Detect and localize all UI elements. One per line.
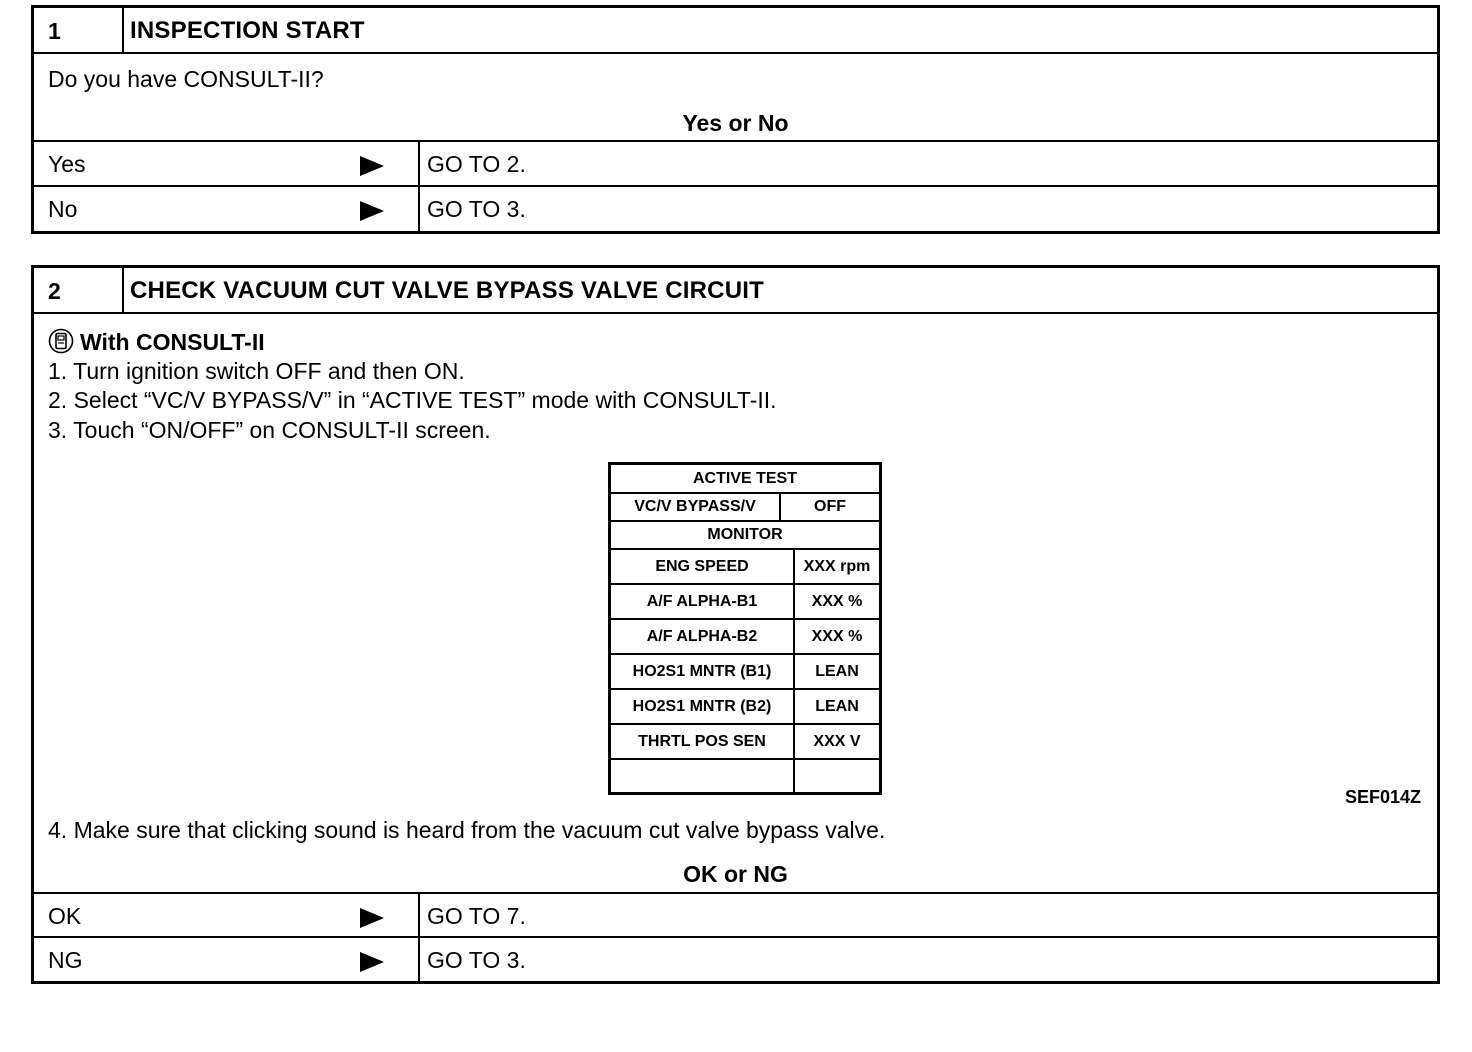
arrow-right-icon [360, 201, 384, 221]
instruction-4: 4. Make sure that clicking sound is heard from the vacuum cut valve bypass valve. [48, 817, 886, 843]
instruction-1: 1. Turn ignition switch OFF and then ON. [48, 358, 465, 384]
step-number: 2 [48, 278, 61, 304]
step-title: CHECK VACUUM CUT VALVE BYPASS VALVE CIRCUIT [130, 277, 764, 304]
test-item: VC/V BYPASS/V [634, 498, 756, 515]
consult-tool-icon [48, 328, 74, 354]
step-question: Do you have CONSULT-II? [48, 66, 324, 92]
divider [418, 187, 420, 231]
result-label: No [48, 196, 78, 222]
monitor-value: XXX % [811, 627, 863, 645]
divider [122, 268, 124, 312]
result-row-no [34, 185, 1437, 231]
monitor-row [611, 655, 879, 690]
monitor-item: HO2S1 MNTR (B1) [632, 662, 772, 680]
result-action: GO TO 3. [427, 947, 526, 973]
step-1-header [34, 8, 1437, 54]
monitor-item [611, 760, 793, 792]
result-label: Yes [48, 151, 86, 177]
result-row-yes [34, 140, 1437, 186]
divider [418, 938, 420, 982]
answer-prompt: Yes or No [682, 110, 789, 136]
monitor-value: XXX V [813, 732, 861, 750]
result-row-ok [34, 892, 1437, 938]
test-item-row [611, 494, 879, 522]
result-label: NG [48, 947, 83, 973]
monitor-row [611, 585, 879, 620]
arrow-right-icon [360, 908, 384, 928]
instruction-3: 3. Touch “ON/OFF” on CONSULT-II screen. [48, 417, 491, 443]
result-action: GO TO 7. [427, 903, 526, 929]
monitor-row [611, 620, 879, 655]
monitor-item: THRTL POS SEN [638, 732, 766, 750]
result-row-ng [34, 936, 1437, 982]
instruction-2: 2. Select “VC/V BYPASS/V” in “ACTIVE TEST” mode with CONSULT-II. [48, 387, 777, 413]
monitor-item: ENG SPEED [655, 557, 749, 575]
with-consult-heading [48, 328, 265, 356]
step-2-box [31, 265, 1440, 984]
monitor-row [611, 550, 879, 585]
step-title: INSPECTION START [130, 17, 365, 44]
monitor-title: MONITOR [707, 526, 783, 543]
monitor-value: XXX rpm [803, 557, 871, 575]
divider [418, 142, 420, 186]
step-2-header [34, 268, 1437, 314]
monitor-title-row [611, 522, 879, 550]
monitor-row [611, 725, 879, 760]
test-value: OFF [814, 498, 846, 515]
step-1-box [31, 5, 1440, 234]
answer-prompt: OK or NG [683, 861, 788, 887]
monitor-value: XXX % [811, 592, 863, 610]
result-action: GO TO 2. [427, 151, 526, 177]
active-test-title-row [611, 465, 879, 494]
monitor-item: A/F ALPHA-B2 [646, 627, 758, 645]
monitor-row [611, 690, 879, 725]
figure-reference: SEF014Z [1345, 787, 1422, 807]
monitor-row-empty [611, 760, 879, 792]
monitor-value: LEAN [815, 697, 859, 715]
with-consult-label: With CONSULT-II [80, 329, 265, 355]
monitor-item: A/F ALPHA-B1 [646, 592, 758, 610]
result-action: GO TO 3. [427, 196, 526, 222]
step-number: 1 [48, 18, 61, 44]
divider [418, 894, 420, 938]
active-test-screen [608, 462, 882, 795]
arrow-right-icon [360, 952, 384, 972]
monitor-value [795, 760, 879, 792]
active-test-title: ACTIVE TEST [692, 469, 797, 487]
divider [122, 8, 124, 52]
monitor-item: HO2S1 MNTR (B2) [632, 697, 772, 715]
arrow-right-icon [360, 156, 384, 176]
monitor-value: LEAN [815, 662, 859, 680]
result-label: OK [48, 903, 82, 929]
